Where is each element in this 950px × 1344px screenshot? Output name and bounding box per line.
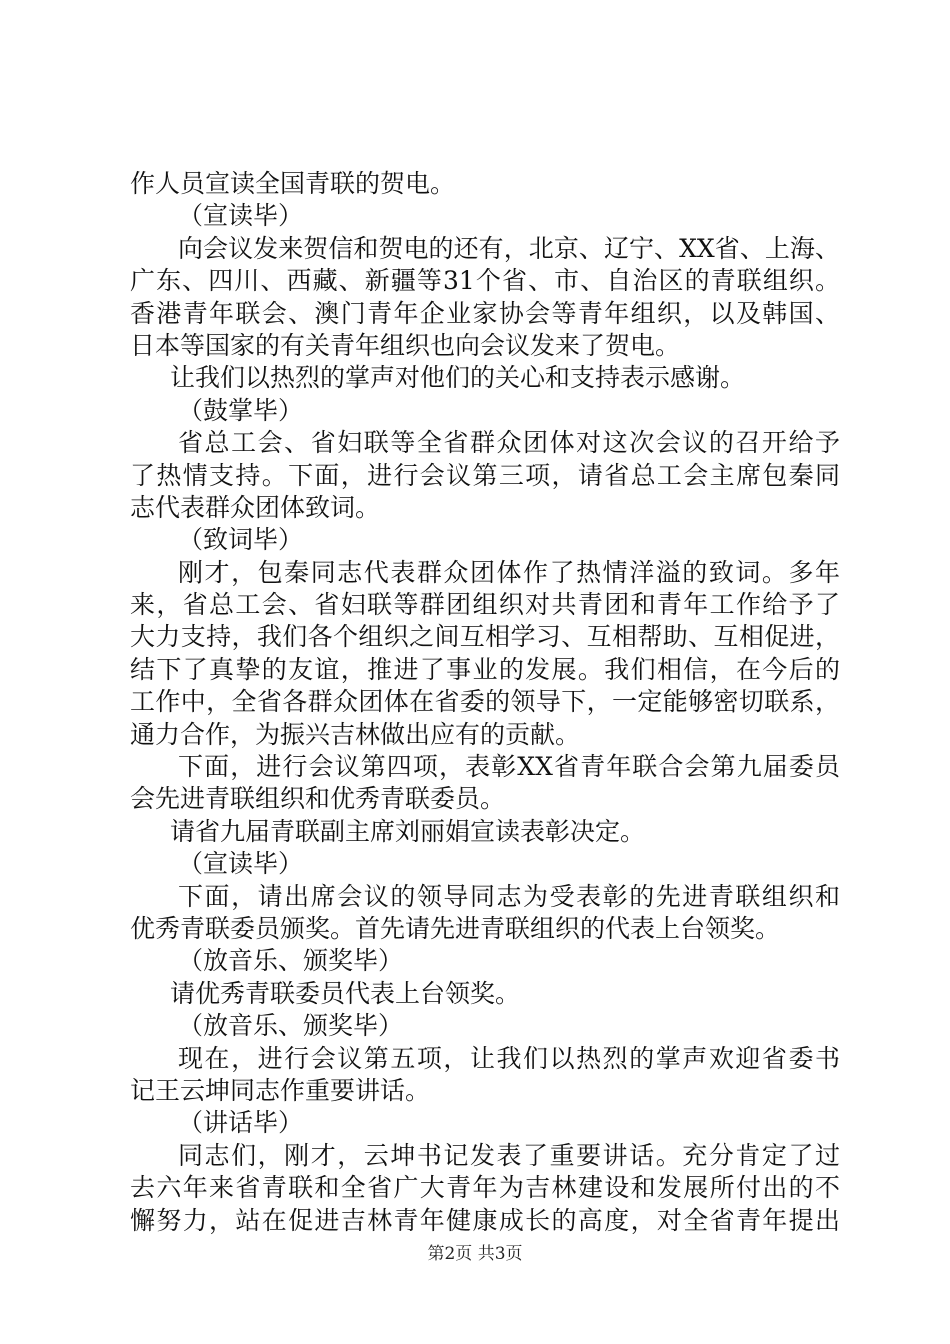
text-line: 去六年来省青联和全省广大青年为吉林建设和发展所付出的不: [130, 1173, 840, 1203]
text-line: 现在，进行会议第五项，让我们以热烈的掌声欢迎省委书: [178, 1043, 840, 1073]
stage-direction: （鼓掌毕）: [178, 395, 304, 425]
text-line: 记王云坤同志作重要讲话。: [130, 1075, 431, 1105]
text-line: 下面，请出席会议的领导同志为受表彰的先进青联组织和: [178, 881, 840, 911]
text-line: 通力合作，为振兴吉林做出应有的贡献。: [130, 719, 581, 749]
text-line: 同志们，刚才，云坤书记发表了重要讲话。充分肯定了过: [178, 1140, 840, 1170]
text-line: 大力支持，我们各个组织之间互相学习、互相帮助、互相促进，: [130, 622, 840, 652]
text-line: 广东、四川、西藏、新疆等31个省、市、自治区的青联组织。: [130, 266, 840, 296]
text-line: 来，省总工会、省妇联等群团组织对共青团和青年工作给予了: [130, 590, 840, 620]
document-body: [130, 168, 840, 1237]
text-line: 优秀青联委员颁奖。首先请先进青联组织的代表上台领奖。: [130, 913, 781, 943]
stage-direction: （讲话毕）: [178, 1108, 304, 1138]
page-number: 第2页 共3页: [427, 1244, 523, 1264]
text-line: 结下了真挚的友谊，推进了事业的发展。我们相信，在今后的: [130, 654, 840, 684]
text-line: 志代表群众团体致词。: [130, 492, 381, 522]
text-line: 日本等国家的有关青年组织也向会议发来了贺电。: [130, 330, 681, 360]
text-line: 了热情支持。下面，进行会议第三项，请省总工会主席包秦同: [130, 460, 840, 490]
text-line: 懈努力，站在促进吉林青年健康成长的高度，对全省青年提出: [130, 1205, 840, 1235]
text-line: 让我们以热烈的掌声对他们的关心和支持表示感谢。: [170, 363, 746, 393]
text-line: 香港青年联会、澳门青年企业家协会等青年组织，以及韩国、: [130, 298, 840, 328]
text-line: 向会议发来贺信和贺电的还有，北京、辽宁、XX省、上海、: [178, 233, 840, 263]
stage-direction: （致词毕）: [178, 525, 304, 555]
text-line: 作人员宣读全国青联的贺电。: [130, 169, 456, 198]
text-line: 工作中，全省各群众团体在省委的领导下，一定能够密切联系，: [130, 687, 840, 717]
text-line: 会先进青联组织和优秀青联委员。: [130, 784, 506, 814]
stage-direction: （宣读毕）: [178, 201, 304, 231]
text-line: 请优秀青联委员代表上台领奖。: [170, 978, 521, 1008]
text-line: 刚才，包秦同志代表群众团体作了热情洋溢的致词。多年: [178, 557, 840, 587]
text-line: 下面，进行会议第四项，表彰XX省青年联合会第九届委员: [178, 752, 840, 782]
text-line: 请省九届青联副主席刘丽娟宣读表彰决定。: [170, 816, 646, 846]
stage-direction: （宣读毕）: [178, 849, 304, 879]
text-line: 省总工会、省妇联等全省群众团体对这次会议的召开给予: [178, 428, 840, 458]
stage-direction: （放音乐、颁奖毕）: [178, 946, 404, 976]
stage-direction: （放音乐、颁奖毕）: [178, 1011, 404, 1041]
